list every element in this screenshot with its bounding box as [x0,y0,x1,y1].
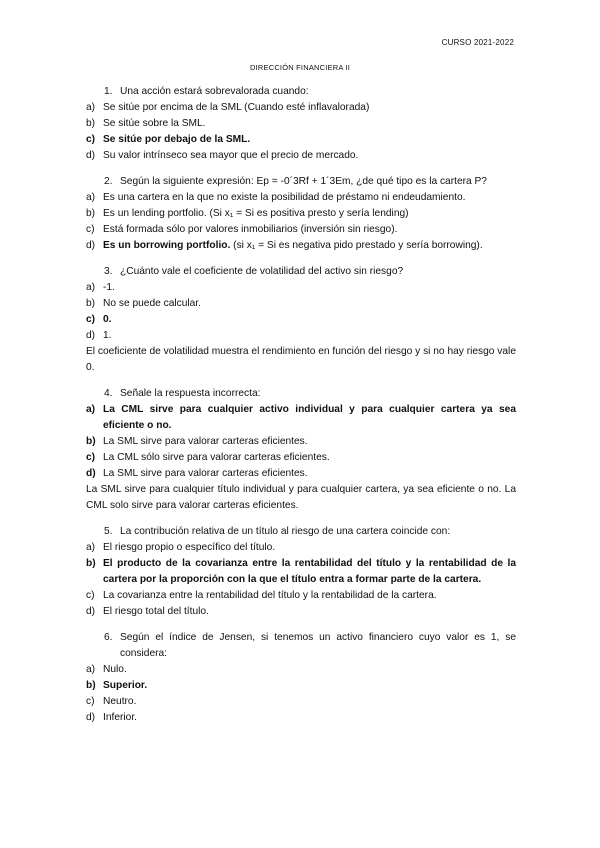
option-d [86,466,516,482]
question-number: 1. [104,86,113,97]
option-label: b) [86,208,96,219]
option-label: c) [86,696,95,707]
option-label: c) [86,314,96,325]
option-label: a) [86,404,96,415]
question-number: 2. [104,176,113,187]
option-text: Se sitúe por encima de la SML (Cuando esté inflavalorada) [103,102,370,113]
question-text: Según la siguiente expresión: Ep = -0´3Rf + 1´3Em, ¿de qué tipo es la cartera P? [120,176,487,187]
option-text: Inferior. [103,712,137,723]
option-label: c) [86,224,95,235]
option-label: d) [86,712,96,723]
option-label: d) [86,330,96,341]
question-2 [86,174,516,254]
question-4 [86,386,516,514]
option-text: El producto de la covarianza entre la rentabilidad del título y la rentabilidad de la cartera por la proporción con la que el título entra a formar parte de la cartera. [103,558,516,585]
option-a [86,402,516,434]
option-text: La SML sirve para valorar carteras eficientes. [103,436,308,447]
option-a [86,280,516,296]
question-6 [86,630,516,726]
option-d [86,148,516,164]
option-b [86,678,516,694]
option-label: b) [86,118,96,129]
option-d [86,604,516,620]
option-text: El riesgo total del título. [103,606,209,617]
option-label: a) [86,542,96,553]
option-text: Es un lending portfolio. (Si x₁ = Si es positiva presto y sería lending) [103,208,409,219]
option-text: 1. [103,330,112,341]
option-d [86,710,516,726]
option-text: Superior. [103,680,148,691]
question-number: 6. [104,632,113,643]
option-c [86,312,516,328]
option-c [86,588,516,604]
option-text: El riesgo propio o específico del título. [103,542,276,553]
option-label: c) [86,590,95,601]
option-text: Se sitúe sobre la SML. [103,118,206,129]
option-b [86,116,516,132]
option-b [86,434,516,450]
option-c [86,694,516,710]
option-b [86,556,516,588]
option-a [86,100,516,116]
explanation-text: El coeficiente de volatilidad muestra el rendimiento en función del riesgo y si no hay riesgo vale 0. [86,346,516,373]
option-label: a) [86,192,96,203]
option-text: La CML sirve para cualquier activo individual y para cualquier cartera ya sea eficiente o no. [103,404,516,431]
option-label: a) [86,664,96,675]
option-text: La CML sólo sirve para valorar carteras eficientes. [103,452,330,463]
question-5 [86,524,516,620]
option-label: b) [86,680,96,691]
option-label: b) [86,558,96,569]
option-label: a) [86,282,96,293]
question-text: Señale la respuesta incorrecta: [120,388,261,399]
question-stem [86,84,516,100]
option-text: 0. [103,314,112,325]
option-label: c) [86,452,96,463]
option-text: Se sitúe por debajo de la SML. [103,134,251,145]
question-text: ¿Cuánto vale el coeficiente de volatilidad del activo sin riesgo? [120,266,404,277]
option-b [86,296,516,312]
option-text [103,238,516,254]
option-text: La covarianza entre la rentabilidad del título y la rentabilidad de la cartera. [103,590,437,601]
option-a [86,540,516,556]
option-text: La SML sirve para valorar carteras eficientes. [103,468,308,479]
explanation-text: La SML sirve para cualquier título individual y para cualquier cartera, ya sea eficiente o no. La CML solo sirve para valorar carteras eficientes. [86,484,516,511]
option-label: d) [86,240,96,251]
question-text: La contribución relativa de un título al riesgo de una cartera coincide con: [120,526,451,537]
option-text: Está formada sólo por valores inmobiliarios (inversión sin riesgo). [103,224,398,235]
option-b [86,206,516,222]
option-d [86,238,516,254]
option-text: -1. [103,282,115,293]
option-c [86,450,516,466]
option-note-text: (si x₁ = Si es negativa pido prestado y sería borrowing). [230,240,483,251]
option-a [86,662,516,678]
question-number: 3. [104,266,113,277]
question-stem [86,174,516,190]
question-stem [86,386,516,402]
option-label: b) [86,436,96,447]
option-text: No se puede calcular. [103,298,201,309]
question-3 [86,264,516,376]
option-text: Nulo. [103,664,127,675]
course-year: CURSO 2021-2022 [441,38,514,47]
option-label: d) [86,468,96,479]
option-label: d) [86,150,96,161]
option-c [86,222,516,238]
question-1 [86,84,516,164]
question-number: 4. [104,388,113,399]
subject-title: DIRECCIÓN FINANCIERA II [249,63,351,72]
questions-list [86,84,516,730]
question-text: Una acción estará sobrevalorada cuando: [120,86,309,97]
question-stem [86,630,516,662]
option-text: Neutro. [103,696,137,707]
option-label: a) [86,102,96,113]
option-d [86,328,516,344]
option-label: d) [86,606,96,617]
question-text: Según el índice de Jensen, si tenemos un activo financiero cuyo valor es 1, se considera: [120,632,516,659]
option-text: Su valor intrínseco sea mayor que el precio de mercado. [103,150,359,161]
option-label: b) [86,298,96,309]
option-a [86,190,516,206]
option-answer-text: Es un borrowing portfolio. [103,240,231,251]
question-stem [86,264,516,280]
option-c [86,132,516,148]
option-text: Es una cartera en la que no existe la posibilidad de préstamo ni endeudamiento. [103,192,466,203]
option-label: c) [86,134,96,145]
question-number: 5. [104,526,113,537]
question-stem [86,524,516,540]
